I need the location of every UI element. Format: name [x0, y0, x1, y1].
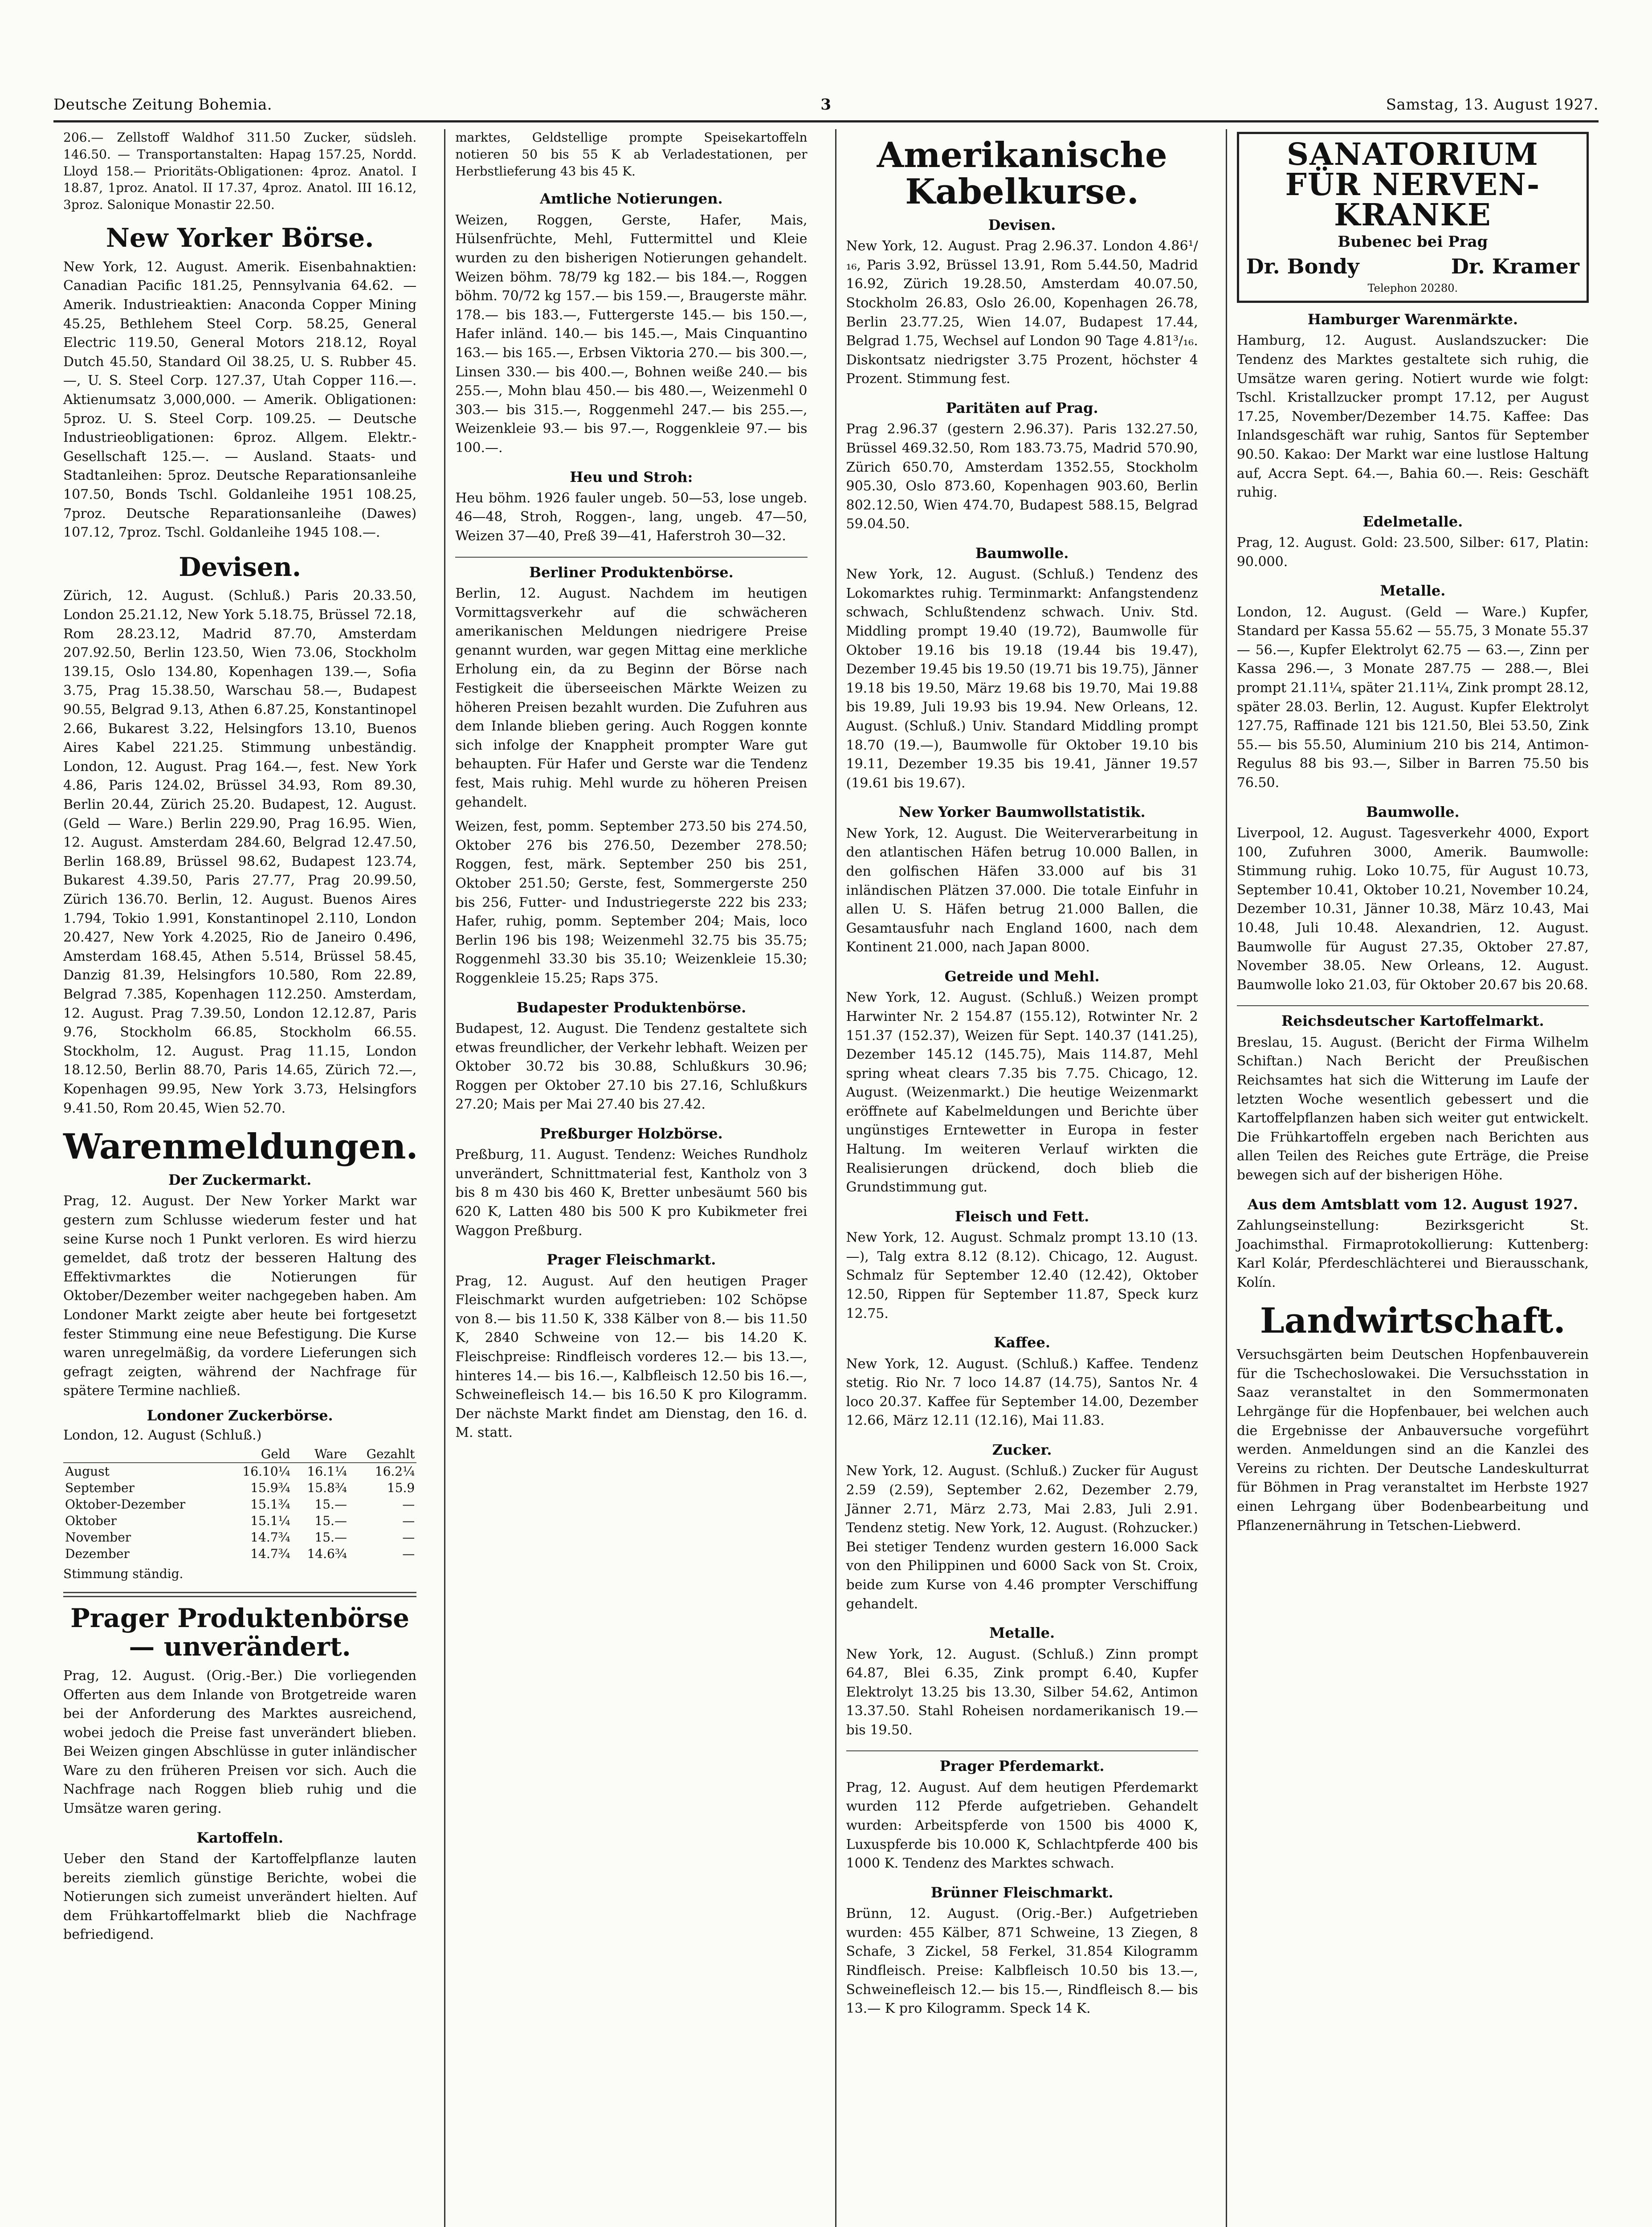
sugar-table-header-row: [63, 1446, 416, 1463]
market-intro-text-col2: marktes, Geldstellige prompte Speisekartoffeln notieren 50 bis 55 K ab Verladestationen, per Herbstlieferung 43 bis 45 K.: [455, 130, 808, 179]
new-york-bourse-text: New York, 12. August. Amerik. Eisenbahnaktien: Canadian Pacific 181.25, Pennsylvania 64.62. — Amerik. Industrieaktien: Anaconda Copper Mining 45.25, Bethlehem Steel Corp. 58.25, General Electric 119.50, General Motors 218.12, Royal Dutch 45.50, Standard Oil 38.25, U. S. Rubber 45.—, U. S. Steel Corp. 127.37, Utah Copper 116.—. Aktienumsatz 3,000,000. — Amerik. Obligationen: 5proz. U. S. Steel Corp. 109.25. — Deutsche Industrieobligationen: 6proz. Allgem. Elektr.-Gesellschaft 125.—. — Ausland. Staats- und Stadtanleihen: 5proz. Deutsche Reparationsanleihe 107.50, Bonds Tschl. Goldanleihe 1951 108.25, 7proz. Deutsche Reparationsanleihe (Dawes) 107.12, 7proz. Tschl. Goldanleihe 1945 108.—.: [63, 259, 417, 541]
column-4: [1226, 129, 1599, 2227]
zucker-section-col3: [846, 1441, 1198, 1614]
prager-produktenboerse-heading: Prager Produktenbörse — unverändert.: [70, 1603, 410, 1662]
berliner-produktenboerse-heading: Berliner Produktenbörse.: [529, 563, 734, 581]
bruenner-fleischmarkt-section: [846, 1884, 1198, 2019]
sugar-table-header-cell: Gezahlt: [349, 1446, 416, 1463]
metalle-heading-col3: Metalle.: [989, 1624, 1055, 1642]
sugar-table-header-cell: [63, 1446, 225, 1463]
zuckermarkt-text: Prag, 12. August. Der New Yorker Markt war gestern zum Schlusse wiederum fester und hat seine Kurse noch 1 Punkt verloren. Es wird hierzu gemeldet, daß trotz der besseren Haltung des Effektivmarktes die Notierungen für Oktober/Dezember weiter nachgegeben haben. Am Londoner Markt zeigte aber heute bei fortgesetzt fester Stimmung eine neue Befestigung. Die Kurse waren unregelmäßig, da vordere Lieferungen sich gefragt zeigten, während der Nachfrage für spätere Termine nachließ.: [63, 1193, 417, 1399]
amtsblatt-heading: Aus dem Amtsblatt vom 12. August 1927.: [1247, 1195, 1578, 1213]
new-york-bourse-heading: New Yorker Börse.: [106, 222, 374, 253]
amtsblatt-text: Zahlungseinstellung: Bezirksgericht St. Joachimsthal. Firmaprotokollierung: Kuttenberg: Karl Kolár, Pferdeschlächterei und Bierausschank, Kolín.: [1236, 1217, 1589, 1290]
new-york-cotton-heading: New Yorker Baumwollstatistik.: [898, 804, 1146, 821]
prager-produktenboerse-section: [63, 1604, 416, 1818]
hamburger-warenmaerkte-text: Hamburg, 12. August. Auslandszucker: Die Tendenz des Marktes gestaltete sich ruhig, die Umsätze waren gering. Notiert wurde wie folgt: Tschl. Kristallzucker prompt 17.12, per August 17.25, November/Dezember 14.75. Kaffee: Das Inlandsgeschäft war ruhig, Santos für September 90.50. Kakao: Der Markt war eine lustlose Haltung auf, Accra Sept. 64.—, Bahia 60.—. Reis: Geschäft ruhig.: [1236, 333, 1589, 501]
column-1: [53, 129, 426, 2227]
budapester-produktenboerse-heading: Budapester Produktenbörse.: [516, 999, 746, 1016]
sugar-footer: Stimmung ständig.: [63, 1566, 184, 1582]
page-header: [53, 89, 1599, 122]
baumwolle-heading-col3: Baumwolle.: [975, 544, 1069, 562]
kaffee-heading: Kaffee.: [994, 1334, 1050, 1351]
kaffee-section: [846, 1334, 1198, 1431]
table-cell: 15.9: [387, 1481, 415, 1496]
table-cell: —: [402, 1513, 415, 1529]
doctor-right: Dr. Kramer: [1451, 254, 1579, 278]
section-divider: [63, 1592, 416, 1597]
table-cell: 16.1¼: [307, 1464, 347, 1479]
section-divider: [1237, 1005, 1589, 1006]
sanatorium-doctors: [1246, 254, 1579, 278]
table-cell: 14.6¾: [307, 1546, 347, 1562]
table-row: [63, 1546, 416, 1562]
kaffee-text: New York, 12. August. (Schluß.) Kaffee. Tendenz stetig. Rio Nr. 7 loco 14.87 (14.75), Santos Nr. 4 loco 20.37. Kaffee für September 14.00, Dezember 12.66, März 12.11 (12.16), Mai 11.83.: [846, 1356, 1198, 1429]
budapester-produktenboerse-text: Budapest, 12. August. Die Tendenz gestaltete sich etwas freundlicher, der Verkehr lebhaft. Weizen per Oktober 30.72 bis 30.88, Schlußkurs 30.96; Roggen per Oktober 27.10 bis 27.16, Schlußkurs 27.20; Mais per Mai 27.40 bis 27.42.: [455, 1020, 808, 1113]
table-row: [63, 1463, 416, 1480]
amerikanische-kabelkurse-heading: Amerikanische Kabelkurse.: [877, 135, 1167, 212]
table-cell: —: [402, 1497, 415, 1512]
sugar-table-header-cell: Ware: [292, 1446, 349, 1463]
page-number: 3: [820, 96, 832, 114]
column-3: [835, 129, 1208, 2227]
amerikanische-kabelkurse-section: [846, 137, 1198, 389]
metalle-section-col4: [1237, 582, 1589, 792]
kartoffeln-text: Ueber den Stand der Kartoffelpflanze lauten bereits ziemlich günstige Berichte, wobei die Notierungen sich zumeist unverändert hielten. Auf dem Frühkartoffelmarkt blieb die Nachfrage befriedigend.: [63, 1851, 417, 1943]
amtsblatt-section: [1237, 1196, 1589, 1293]
kartoffeln-section: [63, 1829, 416, 1945]
new-york-bourse-section: [63, 224, 416, 542]
heu-stroh-heading: Heu und Stroh:: [570, 468, 693, 485]
prager-pferdemarkt-section: [846, 1758, 1198, 1873]
devisen-text-col1: Zürich, 12. August. (Schluß.) Paris 20.33.50, London 25.21.12, New York 5.18.75, Brüssel 72.18, Rom 28.23.12, Madrid 87.70, Amsterdam 207.92.50, Berlin 123.50, Wien 73.06, Stockholm 139.15, Oslo 134.80, Kopenhagen 139.—, Sofia 3.75, Prag 15.38.50, Warschau 58.—, Budapest 90.55, Belgrad 9.13, Athen 6.87.25, Konstantinopel 2.66, Bukarest 3.22, Helsingfors 13.10, Buenos Aires Kabel 221.25. Stimmung unbeständig. London, 12. August. Prag 164.—, fest. New York 4.86, Paris 124.02, Brüssel 34.93, Rom 89.30, Berlin 20.44, Zürich 25.20. Budapest, 12. August. (Geld — Ware.) Berlin 229.90, Prag 16.95. Wien, 12. August. Amsterdam 284.60, Belgrad 12.47.50, Berlin 168.89, Brüssel 98.62, Budapest 123.74, Bukarest 4.39.50, Paris 27.77, Prag 20.99.50, Zürich 136.70. Berlin, 12. August. Buenos Aires 1.794, Tokio 1.991, Konstantinopel 2.110, London 20.427, New York 4.2025, Rio de Janeiro 0.496, Amsterdam 168.45, Athen 5.514, Brüssel 58.45, Danzig 81.39, Helsingfors 10.580, Rom 22.89, Belgrad 7.385, Kopenhagen 112.250. Amsterdam, 12. August. Prag 7.39.50, London 12.12.87, Paris 9.76, Stockholm 66.85, Stockholm 66.55. Stockholm, 12. August. Prag 11.15, London 18.12.50, Berlin 88.70, Paris 14.65, Zürich 72.—, Kopenhagen 99.95, New York 3.73, Helsingfors 9.41.50, Rom 20.45, Wien 52.70.: [63, 588, 417, 1116]
devisen-text-col3: New York, 12. August. Prag 2.96.37. London 4.86¹/₁₆, Paris 3.92, Brüssel 13.91, Rom 5.44.50, Madrid 16.92, Zürich 19.28.50, Amsterdam 40.07.50, Stockholm 26.83, Oslo 26.00, Kopenhagen 26.78, Berlin 23.77.25, Wien 14.07, Budapest 17.44, Belgrad 1.75, Wechsel auf London 90 Tage 4.81³/₁₆. Diskontsatz niedrigster 3.75 Prozent, höchster 4 Prozent. Stimmung fest.: [846, 238, 1198, 387]
amtliche-notierungen-heading: Amtliche Notierungen.: [540, 190, 723, 208]
kartoffelmarkt-text: Breslau, 15. August. (Bericht der Firma Wilhelm Schiftan.) Nach Bericht der Preußischen Reichsamtes hat sich die Witterung im Laufe der letzten Woche wesentlich gebessert und die Kartoffelpflanzen haben sich weiter gut entwickelt. Die Frühkartoffeln ergeben nach Berichten aus allen Teilen des Reiches gute Erträge, die Preise bewegen sich auf der bisherigen Höhe.: [1236, 1034, 1589, 1183]
getreide-mehl-text: New York, 12. August. (Schluß.) Weizen prompt Harwinter Nr. 2 154.87 (155.12), Rotwinter Nr. 2 151.37 (152.37), Weizen für Sept. 140.37 (141.25), Dezember 145.12 (145.75), Mais 114.87, Mehl spring wheat clears 7.35 bis 7.75. Chicago, 12. August. (Weizenmarkt.) Die heutige Weizenmarkt eröffnete auf Kabelmeldungen und Berichte über ungünstiges Erntewetter in Europa in fester Haltung. Im weiteren Verlauf wirkten die Realisierungen drückend, doch blieb die Grundstimmung gut.: [846, 990, 1198, 1195]
market-intro-section-col2: [455, 129, 807, 179]
metalle-section-col3: [846, 1624, 1198, 1740]
table-cell: August: [65, 1464, 110, 1479]
amtliche-notierungen-text: Weizen, Roggen, Gerste, Hafer, Mais, Hülsenfrüchte, Mehl, Futtermittel und Kleie wurden zu den bisherigen Notierungen gehandelt. Weizen böhm. 78/79 kg 182.— bis 184.—, Roggen böhm. 70/72 kg 157.— bis 159.—, Braugerste mähr. 178.— bis 183.—, Futtergerste 145.— bis 150.—, Hafer inländ. 140.— bis 145.—, Mais Cinquantino 163.— bis 165.—, Erbsen Viktoria 270.— bis 300.—, Linsen 330.— bis 400.—, Bohnen weiße 240.— bis 255.—, Mohn blau 450.— bis 480.—, Weizenmehl 0 303.— bis 315.—, Roggenmehl 247.— bis 255.—, Weizenkleie 93.— bis 97.—, Roggenkleie 97.— bis 100.—.: [455, 212, 808, 456]
zuckermarkt-heading: Der Zuckermarkt.: [168, 1171, 312, 1188]
table-cell: Oktober-Dezember: [65, 1497, 186, 1512]
table-cell: 15.9¾: [250, 1481, 290, 1496]
market-intro-section: [63, 129, 416, 213]
sugar-table-header-cell: Geld: [225, 1446, 292, 1463]
devisen-section-col1: [63, 553, 416, 1118]
table-row: [63, 1496, 416, 1513]
table-cell: 16.2¼: [375, 1464, 415, 1479]
table-row: [63, 1529, 416, 1546]
table-cell: —: [402, 1546, 415, 1562]
paritaeten-heading: Paritäten auf Prag.: [946, 399, 1098, 416]
sanatorium-advertisement: [1237, 132, 1589, 303]
article-columns: [53, 129, 1599, 2227]
hamburger-warenmaerkte-section: [1237, 311, 1589, 502]
table-cell: September: [65, 1481, 135, 1496]
baumwolle-heading-col4: Baumwolle.: [1366, 803, 1460, 820]
amtliche-notierungen-section: [455, 190, 807, 457]
edelmetalle-section: [1237, 513, 1589, 572]
fleisch-fett-text: New York, 12. August. Schmalz prompt 13.10 (13.—), Talg extra 8.12 (8.12). Chicago, 12. August. Schmalz für September 12.40 (12.42), Oktober 12.50, Rippen für September 11.87, Speck kurz 12.75.: [846, 1230, 1198, 1322]
pressburger-holzboerse-heading: Preßburger Holzbörse.: [539, 1125, 723, 1142]
bruenner-fleischmarkt-text: Brünn, 12. August. (Orig.-Ber.) Aufgetrieben wurden: 455 Kälber, 871 Schweine, 13 Ziegen, 8 Schafe, 3 Zickel, 58 Ferkel, 31.854 Kilogramm Rindfleisch. Preise: Kalbfleisch 10.50 bis 13.—, Schweinefleisch 12.— bis 15.—, Rindfleisch 8.— bis 13.— K pro Kilogramm. Speck 14 K.: [846, 1906, 1198, 2017]
baumwolle-text-col4: Liverpool, 12. August. Tagesverkehr 4000, Export 100, Zufuhren 3000, Amerik. Baumwolle: Stimmung ruhig. Loko 10.75, für August 10.73, September 10.41, Oktober 10.21, November 10.24, Dezember 10.31, Jänner 10.38, März 10.43, Mai 10.48, Juli 10.48. Alexandrien, 12. August. Baumwolle für August 27.35, Oktober 27.87, November 38.05. New Orleans, 12. August. Baumwolle loko 21.03, für Oktober 20.67 bis 20.68.: [1236, 825, 1589, 993]
table-cell: 15.1¼: [250, 1513, 290, 1529]
table-cell: 15.1¾: [250, 1497, 290, 1512]
hamburger-warenmaerkte-heading: Hamburger Warenmärkte.: [1307, 311, 1518, 328]
paritaeten-text: Prag 2.96.37 (gestern 2.96.37). Paris 132.27.50, Brüssel 469.32.50, Rom 183.73.75, Madrid 570.90, Zürich 650.70, Amsterdam 1352.55, Stockholm 905.30, Oslo 873.60, Kopenhagen 903.60, Berlin 802.12.50, Wien 474.70, Budapest 588.15, Belgrad 59.04.50.: [846, 421, 1198, 532]
table-row: [63, 1513, 416, 1529]
edelmetalle-heading: Edelmetalle.: [1362, 513, 1463, 530]
prager-pferdemarkt-heading: Prager Pferdemarkt.: [939, 1758, 1105, 1775]
table-cell: 15.8¾: [307, 1481, 347, 1496]
sanatorium-title: SANATORIUM FÜR NERVEN-KRANKE: [1285, 137, 1541, 233]
heu-stroh-text: Heu böhm. 1926 fauler ungeb. 50—53, lose ungeb. 46—48, Stroh, Roggen-, lang, ungeb. 47—50, Weizen 37—40, Preß 39—41, Haferstroh 30—32.: [455, 490, 808, 544]
berliner-produktenboerse-prices: Weizen, fest, pomm. September 273.50 bis 274.50, Oktober 276 bis 276.50, Dezember 278.50; Roggen, fest, märk. September 250 bis 251, Oktober 251.50; Gerste, fest, Sommergerste 250 bis 256, Futter- und Industriegerste 222 bis 233; Hafer, ruhig, pomm. September 204; Mais, loco Berlin 196 bis 198; Weizenmehl 32.75 bis 35.75; Roggenmehl 33.30 bis 35.10; Weizenkleie 15.30; Roggenkleie 15.25; Raps 375.: [455, 819, 808, 986]
section-divider: [455, 557, 807, 558]
table-cell: Dezember: [65, 1546, 130, 1562]
column-2: [444, 129, 817, 2227]
metalle-heading-col4: Metalle.: [1380, 582, 1446, 600]
market-intro-text: 206.— Zellstoff Waldhof 311.50 Zucker, südsleh. 146.50. — Transportanstalten: Hapag 157.25, Nordd. Lloyd 158.— Prioritäts-Obligationen: 4proz. Anatol. I 18.87, 1proz. Anatol. II 17.37, 4proz. Anatol. III 16.12, 3proz. Salonique Monastir 22.50.: [63, 130, 417, 212]
berliner-produktenboerse-section: [455, 564, 807, 988]
new-york-cotton-text: New York, 12. August. Die Weiterverarbeitung in den atlantischen Häfen betrug 10.000 Ballen, in den golfischen Häfen 33.000 auf bis 31 inländischen Plätzen 37.000. Die totale Einfuhr in allen U. S. Häfen betrug 21.000 Ballen, die Gesamtausfuhr nach England 1600, nach dem Kontinent 21.000, nach Japan 8000.: [846, 825, 1198, 955]
table-cell: 15.—: [314, 1530, 347, 1545]
devisen-heading-col1: Devisen.: [179, 551, 302, 582]
heu-stroh-section: [455, 469, 807, 546]
landwirtschaft-heading: Landwirtschaft.: [1260, 1301, 1566, 1342]
zucker-heading-col3: Zucker.: [992, 1441, 1052, 1458]
getreide-mehl-heading: Getreide und Mehl.: [944, 967, 1100, 985]
prager-fleischmarkt-heading: Prager Fleischmarkt.: [547, 1251, 716, 1268]
table-cell: 15.—: [314, 1497, 347, 1512]
table-row: [63, 1480, 416, 1496]
sanatorium-location: Bubenec bei Prag: [1338, 233, 1488, 251]
fleisch-fett-section: [846, 1208, 1198, 1323]
berliner-produktenboerse-text: Berlin, 12. August. Nachdem im heutigen Vormittagsverkehr auf die schwächeren amerikanischen Meldungen niedrigere Preise genannt wurden, war gegen Mittag eine merkliche Erholung ein, da zu Beginn der Börse nach Festigkeit die überseeischen Märkte Weizen zu höheren Preisen bezahlt wurden. Die Zufuhren aus dem Inlande blieben gering. Auch Roggen konnte sich infolge der Knappheit prompter Ware gut behaupten. Für Hafer und Gerste war die Tendenz fest, Mais ruhig. Mehl wurde zu höheren Preisen gehandelt.: [455, 586, 808, 810]
baumwolle-section-col4: [1237, 804, 1589, 995]
metalle-text-col4: London, 12. August. (Geld — Ware.) Kupfer, Standard per Kassa 55.62 — 55.75, 3 Monate 55.37 — 56.—, Kupfer Elektrolyt 62.75 — 63.—, Zinn per Kassa 296.—, 3 Monate 287.75 — 288.—, Blei prompt 21.11¼, später 21.11¼, Zink prompt 28.12, später 28.03. Berlin, 12. August. Kupfer Elektrolyt 127.75, Raffinade 121 bis 121.50, Blei 53.50, Zink 55.— bis 55.50, Aluminium 210 bis 214, Antimon-Regulus 88 bis 93.—, Silber in Barren 75.50 bis 76.50.: [1236, 604, 1589, 791]
kartoffeln-heading: Kartoffeln.: [196, 1829, 283, 1846]
sugar-price-table: [63, 1446, 416, 1562]
budapester-produktenboerse-section: [455, 999, 807, 1114]
warenmeldungen-section: [63, 1126, 418, 1582]
devisen-heading-col3: Devisen.: [988, 216, 1056, 233]
zucker-text-col3: New York, 12. August. (Schluß.) Zucker für August 2.59 (2.59), September 2.62, Dezember 2.79, Jänner 2.71, März 2.73, Mai 2.83, Juli 2.91. Tendenz stetig. New York, 12. August. (Rohzucker.) Bei stetiger Tendenz wurden gestern 16.000 Sack von den Philippinen und 6000 Sack von St. Croix, beide zum Kurse von 4.46 prompter Verschiffung gehandelt.: [846, 1463, 1198, 1612]
warenmeldungen-heading: Warenmeldungen.: [63, 1126, 418, 1167]
table-cell: —: [402, 1530, 415, 1545]
table-cell: November: [65, 1530, 131, 1545]
section-divider: [846, 1750, 1198, 1751]
new-york-cotton-section: [846, 804, 1198, 957]
sanatorium-phone: Telephon 20280.: [1367, 282, 1458, 294]
edelmetalle-text: Prag, 12. August. Gold: 23.500, Silber: 617, Platin: 90.000.: [1236, 535, 1589, 570]
table-cell: 16.10¼: [242, 1464, 290, 1479]
fleisch-fett-heading: Fleisch und Fett.: [954, 1207, 1089, 1225]
baumwolle-text-col3: New York, 12. August. (Schluß.) Tendenz des Lokomarktes ruhig. Terminmarkt: Anfangstendenz schwach, Schlußtendenz schwach. Univ. Std. Middling prompt 19.40 (19.72), Baumwolle für Oktober 19.16 bis 19.18 (19.44 bis 19.47), Dezember 19.45 bis 19.50 (19.71 bis 19.75), Jänner 19.18 bis 19.50, März 19.68 bis 19.70, Mai 19.88 bis 19.89, Juli 19.93 bis 19.94. New Orleans, 12. August. (Schluß.) Univ. Standard Middling prompt 18.70 (19.—), Baumwolle für Oktober 19.10 bis 19.11, Dezember 19.35 bis 19.41, Jänner 19.57 (19.61 bis 19.67).: [846, 567, 1198, 791]
table-cell: 15.—: [314, 1513, 347, 1529]
kartoffelmarkt-section: [1237, 1012, 1589, 1185]
getreide-mehl-section: [846, 968, 1198, 1197]
doctor-left: Dr. Bondy: [1246, 254, 1359, 278]
date-right: Samstag, 13. August 1927.: [1386, 96, 1599, 114]
prager-produktenboerse-text: Prag, 12. August. (Orig.-Ber.) Die vorliegenden Offerten aus dem Inlande von Brotgetreide waren bei der Anforderung des Marktes ausreichend, wobei jedoch die Preise fast unverändert blieben. Bei Weizen gingen Abschlüsse in guter inländischer Ware zu den früheren Preisen vor sich. Auch die Nachfrage nach Roggen blieb ruhig und die Umsätze waren gering.: [63, 1668, 417, 1817]
paritaeten-section: [846, 400, 1198, 534]
kartoffelmarkt-heading: Reichsdeutscher Kartoffelmarkt.: [1281, 1012, 1544, 1030]
pressburger-holzboerse-text: Preßburg, 11. August. Tendenz: Weiches Rundholz unverändert, Schnittmaterial fest, Kantholz von 3 bis 8 m 430 bis 460 K, Bretter unbesäumt 560 bis 620 K, Latten 480 bis 500 K pro Kubikmeter frei Waggon Preßburg.: [455, 1147, 808, 1239]
prager-pferdemarkt-text: Prag, 12. August. Auf dem heutigen Pferdemarkt wurden 112 Pferde aufgetrieben. Gehandelt wurden: Arbeitspferde von 1500 bis 4000 K, Luxuspferde bis 10.000 K, Schlachtpferde 400 bis 1000 K. Tendenz des Marktes schwach.: [846, 1779, 1198, 1872]
landwirtschaft-text: Versuchsgärten beim Deutschen Hopfenbauverein für die Tschechoslowakei. Die Versuchsstation in Saaz veranstaltet in den Sommermonaten Lehrgänge für die Hopfenbauer, bei welchen auch die Ergebnisse der Anbauversuche vorgeführt werden. Anmeldungen sind an die Kanzlei des Vereins zu richten. Der Deutsche Landeskulturrat für Böhmen in Prag veranstaltet im Herbste 1927 einen Lehrgang über Bodenbearbeitung und Pflanzenernährung in Tetschen-Liebwerd.: [1236, 1347, 1589, 1534]
landwirtschaft-section: [1237, 1303, 1589, 1535]
table-cell: Oktober: [65, 1513, 117, 1529]
metalle-text-col3: New York, 12. August. (Schluß.) Zinn prompt 64.87, Blei 6.35, Zink prompt 6.40, Kupfer Elektrolyt 13.25 bis 13.30, Silber 54.62, Antimon 13.37.50. Stahl Roheisen nordamerikanisch 19.— bis 19.50.: [846, 1646, 1198, 1738]
london-sugar-heading: Londoner Zuckerbörse.: [147, 1407, 333, 1424]
sugar-table-title: London, 12. August (Schluß.): [63, 1428, 262, 1444]
bruenner-fleischmarkt-heading: Brünner Fleischmarkt.: [930, 1884, 1114, 1901]
masthead-left: Deutsche Zeitung Bohemia.: [53, 96, 273, 114]
pressburger-holzboerse-section: [455, 1125, 807, 1240]
prager-fleischmarkt-section: [455, 1251, 807, 1443]
table-cell: 14.7¾: [250, 1546, 290, 1562]
prager-fleischmarkt-text: Prag, 12. August. Auf den heutigen Prager Fleischmarkt wurden aufgetrieben: 102 Schöpse von 8.— bis 11.50 K, 338 Kälber von 8.— bis 11.50 K, 2840 Schweine von 12.— bis 14.20 K. Fleischpreise: Rindfleisch vorderes 12.— bis 13.—, hinteres 14.— bis 16.—, Kalbfleisch 12.50 bis 16.—, Schweinefleisch 14.— bis 16.50 K pro Kilogramm. Der nächste Markt findet am Dienstag, den 16. d. M. statt.: [455, 1273, 808, 1441]
baumwolle-section-col3: [846, 545, 1198, 793]
table-cell: 14.7¾: [250, 1530, 290, 1545]
